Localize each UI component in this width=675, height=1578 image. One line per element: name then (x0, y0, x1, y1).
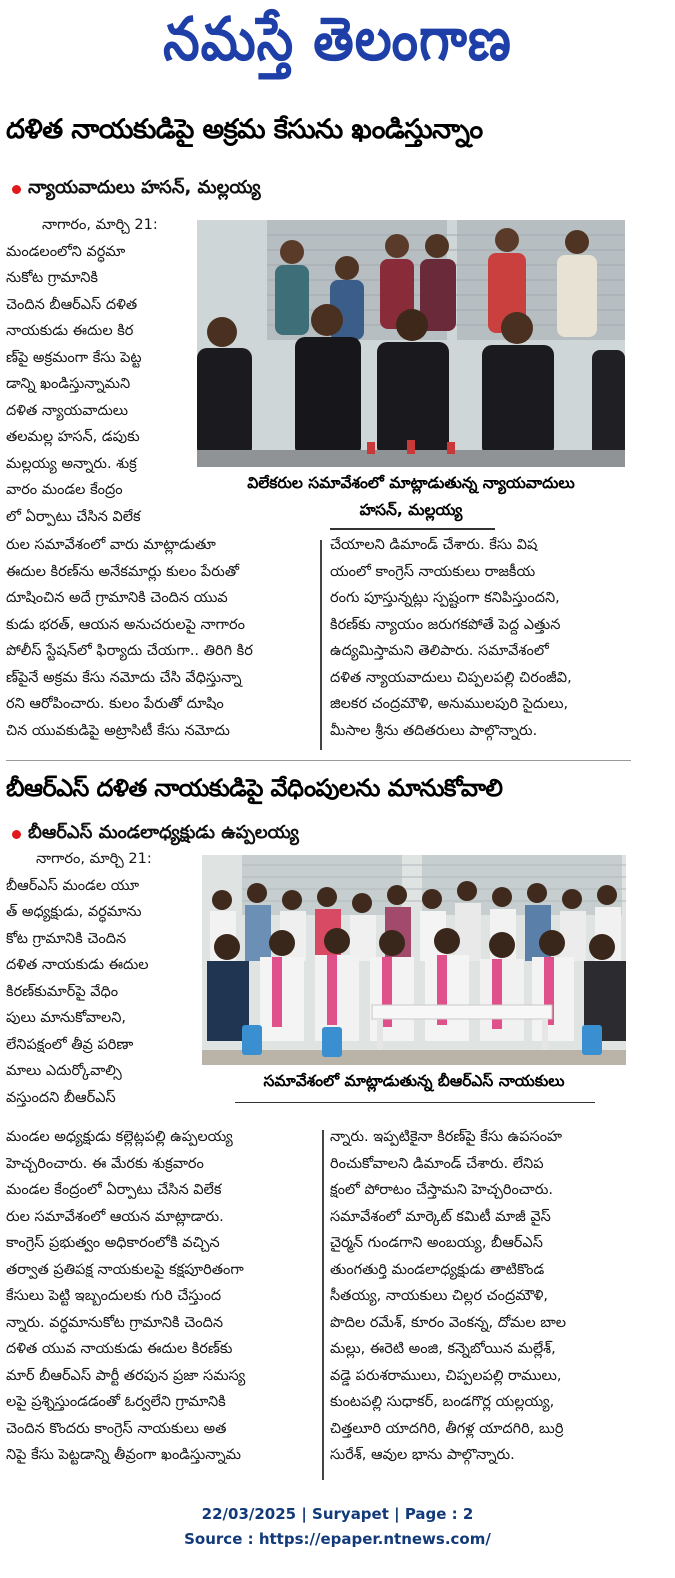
article2-photo (202, 855, 626, 1065)
text-line: రుల సమావేశంలో వారు మాట్లాడుతూ (6, 537, 216, 553)
text-line: చెందిన బీఆర్ఎస్ దళిత (6, 296, 138, 313)
article2-caption (202, 1068, 626, 1095)
text-line: చెందిన కొందరు కాంగ్రెస్ నాయకులు అత (6, 1420, 227, 1437)
text-line: మాలు ఎదుర్కోవాల్సి (6, 1063, 122, 1079)
column-divider (320, 540, 322, 750)
text-line: ణ్‌పైనే అక్రమ కేసు నమోదు చేసి వేధిస్తున్నా (6, 669, 242, 686)
article2-byline (12, 822, 299, 847)
text-line: కుంటపల్లి సుధాకర్, బండగొర్ల యల్లయ్య, (330, 1394, 555, 1410)
text-line: నాగారం, మార్చి 21: (36, 851, 152, 867)
text-line: దూషించిన అదే గ్రామానికి చెందిన యువ (6, 590, 228, 606)
caption-line: విలేకరుల సమావేశంలో మాట్లాడుతున్న న్యాయవాదులు (247, 474, 575, 492)
text-line: సురేశ్, ఆవుల భాను పాల్గొన్నారు. (330, 1447, 515, 1463)
text-line: మండల కేంద్రంలో ఏర్పాటు చేసిన విలేక (6, 1182, 222, 1198)
text-line: ఉద్యమిస్తామని తెలిపారు. సమావేశంలో (330, 643, 549, 659)
text-line: డాన్ని ఖండిస్తున్నామని (6, 376, 131, 392)
text-line: మండలంలోని వర్ధమా (6, 243, 126, 260)
article1-column-middle (6, 532, 316, 744)
article2-column-left (6, 846, 196, 1111)
text-line: మండల అధ్యక్షుడు కల్లెట్లపల్లి ఉప్పలయ్య (6, 1129, 233, 1145)
masthead-logo: నమస్తే తెలంగాణ (163, 5, 512, 75)
text-line: బీఆర్ఎస్ మండల యూ (6, 877, 140, 894)
text-line: చిన యువకుడిపై అట్రాసిటీ కేసు నమోదు (6, 722, 230, 739)
article1-headline: దళిత నాయకుడిపై అక్రమ కేసును ఖండిస్తున్నాం (6, 114, 483, 145)
press-meet-photo-brs-leaders (202, 855, 626, 1065)
article2-column-right (330, 1124, 630, 1469)
column-divider (322, 1130, 324, 1480)
article-divider (6, 760, 631, 761)
text-line: తలమల్ల హసన్, డపుకు (6, 429, 140, 445)
text-line: న్నారు. వర్ధమానుకోట గ్రామానికి చెందిన (6, 1314, 223, 1331)
text-line: రని ఆరోపించారు. కులం పేరుతో దూషిం (6, 696, 224, 712)
text-line: లో ఏర్పాటు చేసిన విలేక (6, 508, 141, 525)
text-line: మార్ బీఆర్ఎస్ పార్టీ తరపున ప్రజా సమస్య (6, 1367, 246, 1384)
text-line: తుంగతుర్తి మండలాధ్యక్షుడు తాటికొండ (330, 1261, 545, 1278)
text-line: దళిత న్యాయవాదులు చిప్పలపల్లి చిరంజీవి, (330, 669, 572, 686)
text-line: మీసాల శ్రీను తదితరులు పాల్గొన్నారు. (330, 722, 538, 739)
text-line: యంలో కాంగ్రెస్ నాయకులు రాజకీయ (330, 563, 536, 580)
text-line: రంగు పూస్తున్నట్లు స్పష్టంగా కనిపిస్తుందని, (330, 590, 560, 606)
bullet-icon (12, 830, 21, 839)
text-line: ఈదుల కిరణ్‌ను అనేకమార్లు కులం పేరుతో (6, 563, 239, 580)
text-line: రుల సమావేశంలో ఆయన మాట్లాడారు. (6, 1208, 224, 1225)
text-line: వస్తుందని బీఆర్ఎస్ (6, 1089, 116, 1106)
text-line: లపై ప్రశ్నిస్తుండడంతో ఓర్వలేని గ్రామానికి (6, 1394, 226, 1410)
footer-date-line: 22/03/2025 | Suryapet | Page : 2 (201, 1505, 474, 1523)
text-line: సమావేశంలో మార్కెట్ కమిటీ మాజీ వైస్ (330, 1208, 551, 1225)
article1-column-left (6, 212, 190, 530)
article1-column-right (330, 532, 630, 744)
article1-photo (197, 220, 625, 467)
text-line: మల్లయ్య అన్నారు. శుక్ర (6, 455, 137, 472)
text-line: నిపై కేసు పెట్టడాన్ని తీవ్రంగా ఖండిస్తున్నామ (6, 1447, 241, 1463)
caption-rule (330, 528, 495, 530)
article1-caption (197, 470, 625, 524)
text-line: వారం మండల కేంద్రం (6, 482, 123, 498)
text-line: కాంగ్రెస్ ప్రభుత్వం అధికారంలోకి వచ్చిన (6, 1235, 220, 1251)
bullet-icon (12, 185, 21, 194)
text-line: హెచ్చరించారు. ఈ మేరకు శుక్రవారం (6, 1155, 204, 1172)
press-meet-photo-lawyers (197, 220, 625, 467)
text-line: నాయకుడు ఈదుల కిర (6, 323, 134, 339)
text-line: పులు మానుకోవాలని, (6, 1010, 127, 1026)
text-line: ణ్‌పై అక్రమంగా కేసు పెట్ట (6, 349, 142, 366)
text-line: సీతయ్య, నాయకులు చిల్లర చంద్రమౌళి, (330, 1288, 548, 1304)
text-line: లేనిపక్షంలో తీవ్ర పరిణా (6, 1036, 134, 1053)
caption-line: హసన్, మల్లయ్య (359, 501, 463, 519)
caption-line: సమావేశంలో మాట్లాడుతున్న బీఆర్ఎస్ నాయకులు (263, 1072, 565, 1090)
article2-headline: బీఆర్ఎస్ దళిత నాయకుడిపై వేధింపులను మానుకోవాలి (6, 774, 503, 802)
text-line: దళిత న్యాయవాదులు (6, 402, 129, 419)
text-line: కుడు భరత్, ఆయన అనుచరులపై నాగారం (6, 616, 245, 633)
text-line: జిలకర చంద్రమౌళి, అనుములపురి సైదులు, (330, 696, 569, 712)
text-line: మల్లు, ఈరెటి అంజి, కన్నెబోయిన మల్లేశ్, (330, 1341, 556, 1357)
text-line: కోట గ్రామానికి చెందిన (6, 930, 127, 947)
text-line: వడ్డె పరుశరాములు, చిప్పలపల్లి రాములు, (330, 1367, 562, 1384)
text-line: చిత్తలూరి యాదగిరి, తీగళ్ల యాదగిరి, బుర్రి (330, 1420, 564, 1437)
text-line: కేసులు పెట్టి ఇబ్బందులకు గురి చేస్తుంద (6, 1288, 222, 1304)
text-line: దళిత యువ నాయకుడు ఈదుల కిరణ్‌కు (6, 1341, 233, 1357)
masthead (0, 0, 675, 95)
article2-byline-text: బీఆర్ఎస్ మండలాధ్యక్షుడు ఉప్పలయ్య (28, 822, 299, 843)
text-line: తర్వాత ప్రతిపక్ష నాయకులపై కక్షపూరితంగా (6, 1261, 244, 1278)
caption-rule (235, 1102, 595, 1103)
article2-column-middle (6, 1124, 316, 1469)
text-line: క్షంలో పోరాటం చేస్తామని హెచ్చరించారు. (330, 1182, 554, 1198)
text-line: చేయాలని డిమాండ్ చేశారు. కేసు విష (330, 537, 538, 553)
text-line: పొదిల రమేశ్, కూరం వెంకన్న, దోమల బాల (330, 1314, 567, 1331)
text-line: నాగారం, మార్చి 21: (42, 217, 158, 233)
footer-source-line: Source : https://epaper.ntnews.com/ (184, 1530, 491, 1548)
article1-byline (12, 177, 261, 202)
text-line: రించుకోవాలని డిమాండ్ చేశారు. లేనిప (330, 1155, 544, 1172)
text-line: త్ అధ్యక్షుడు, వర్ధమాను (6, 904, 142, 920)
text-line: చైర్మన్ గుండగాని అంబయ్య, బీఆర్ఎస్ (330, 1235, 543, 1251)
text-line: దళిత నాయకుడు ఈదుల (6, 957, 149, 973)
text-line: కిరణ్‌కుమార్‌పై వేధిం (6, 983, 119, 1000)
text-line: నుకోట గ్రామానికి (6, 270, 98, 286)
article1-byline-text: న్యాయవాదులు హసన్, మల్లయ్య (28, 177, 261, 198)
text-line: పోలీస్ స్టేషన్‌లో ఫిర్యాదు చేయగా.. తిరిగి కిర (6, 643, 253, 659)
text-line: న్నారు. ఇప్పటికైనా కిరణ్‌పై కేసు ఉపసంహ (330, 1129, 563, 1145)
text-line: కిరణ్‌కు న్యాయం జరుగకపోతే పెద్ద ఎత్తున (330, 616, 561, 633)
